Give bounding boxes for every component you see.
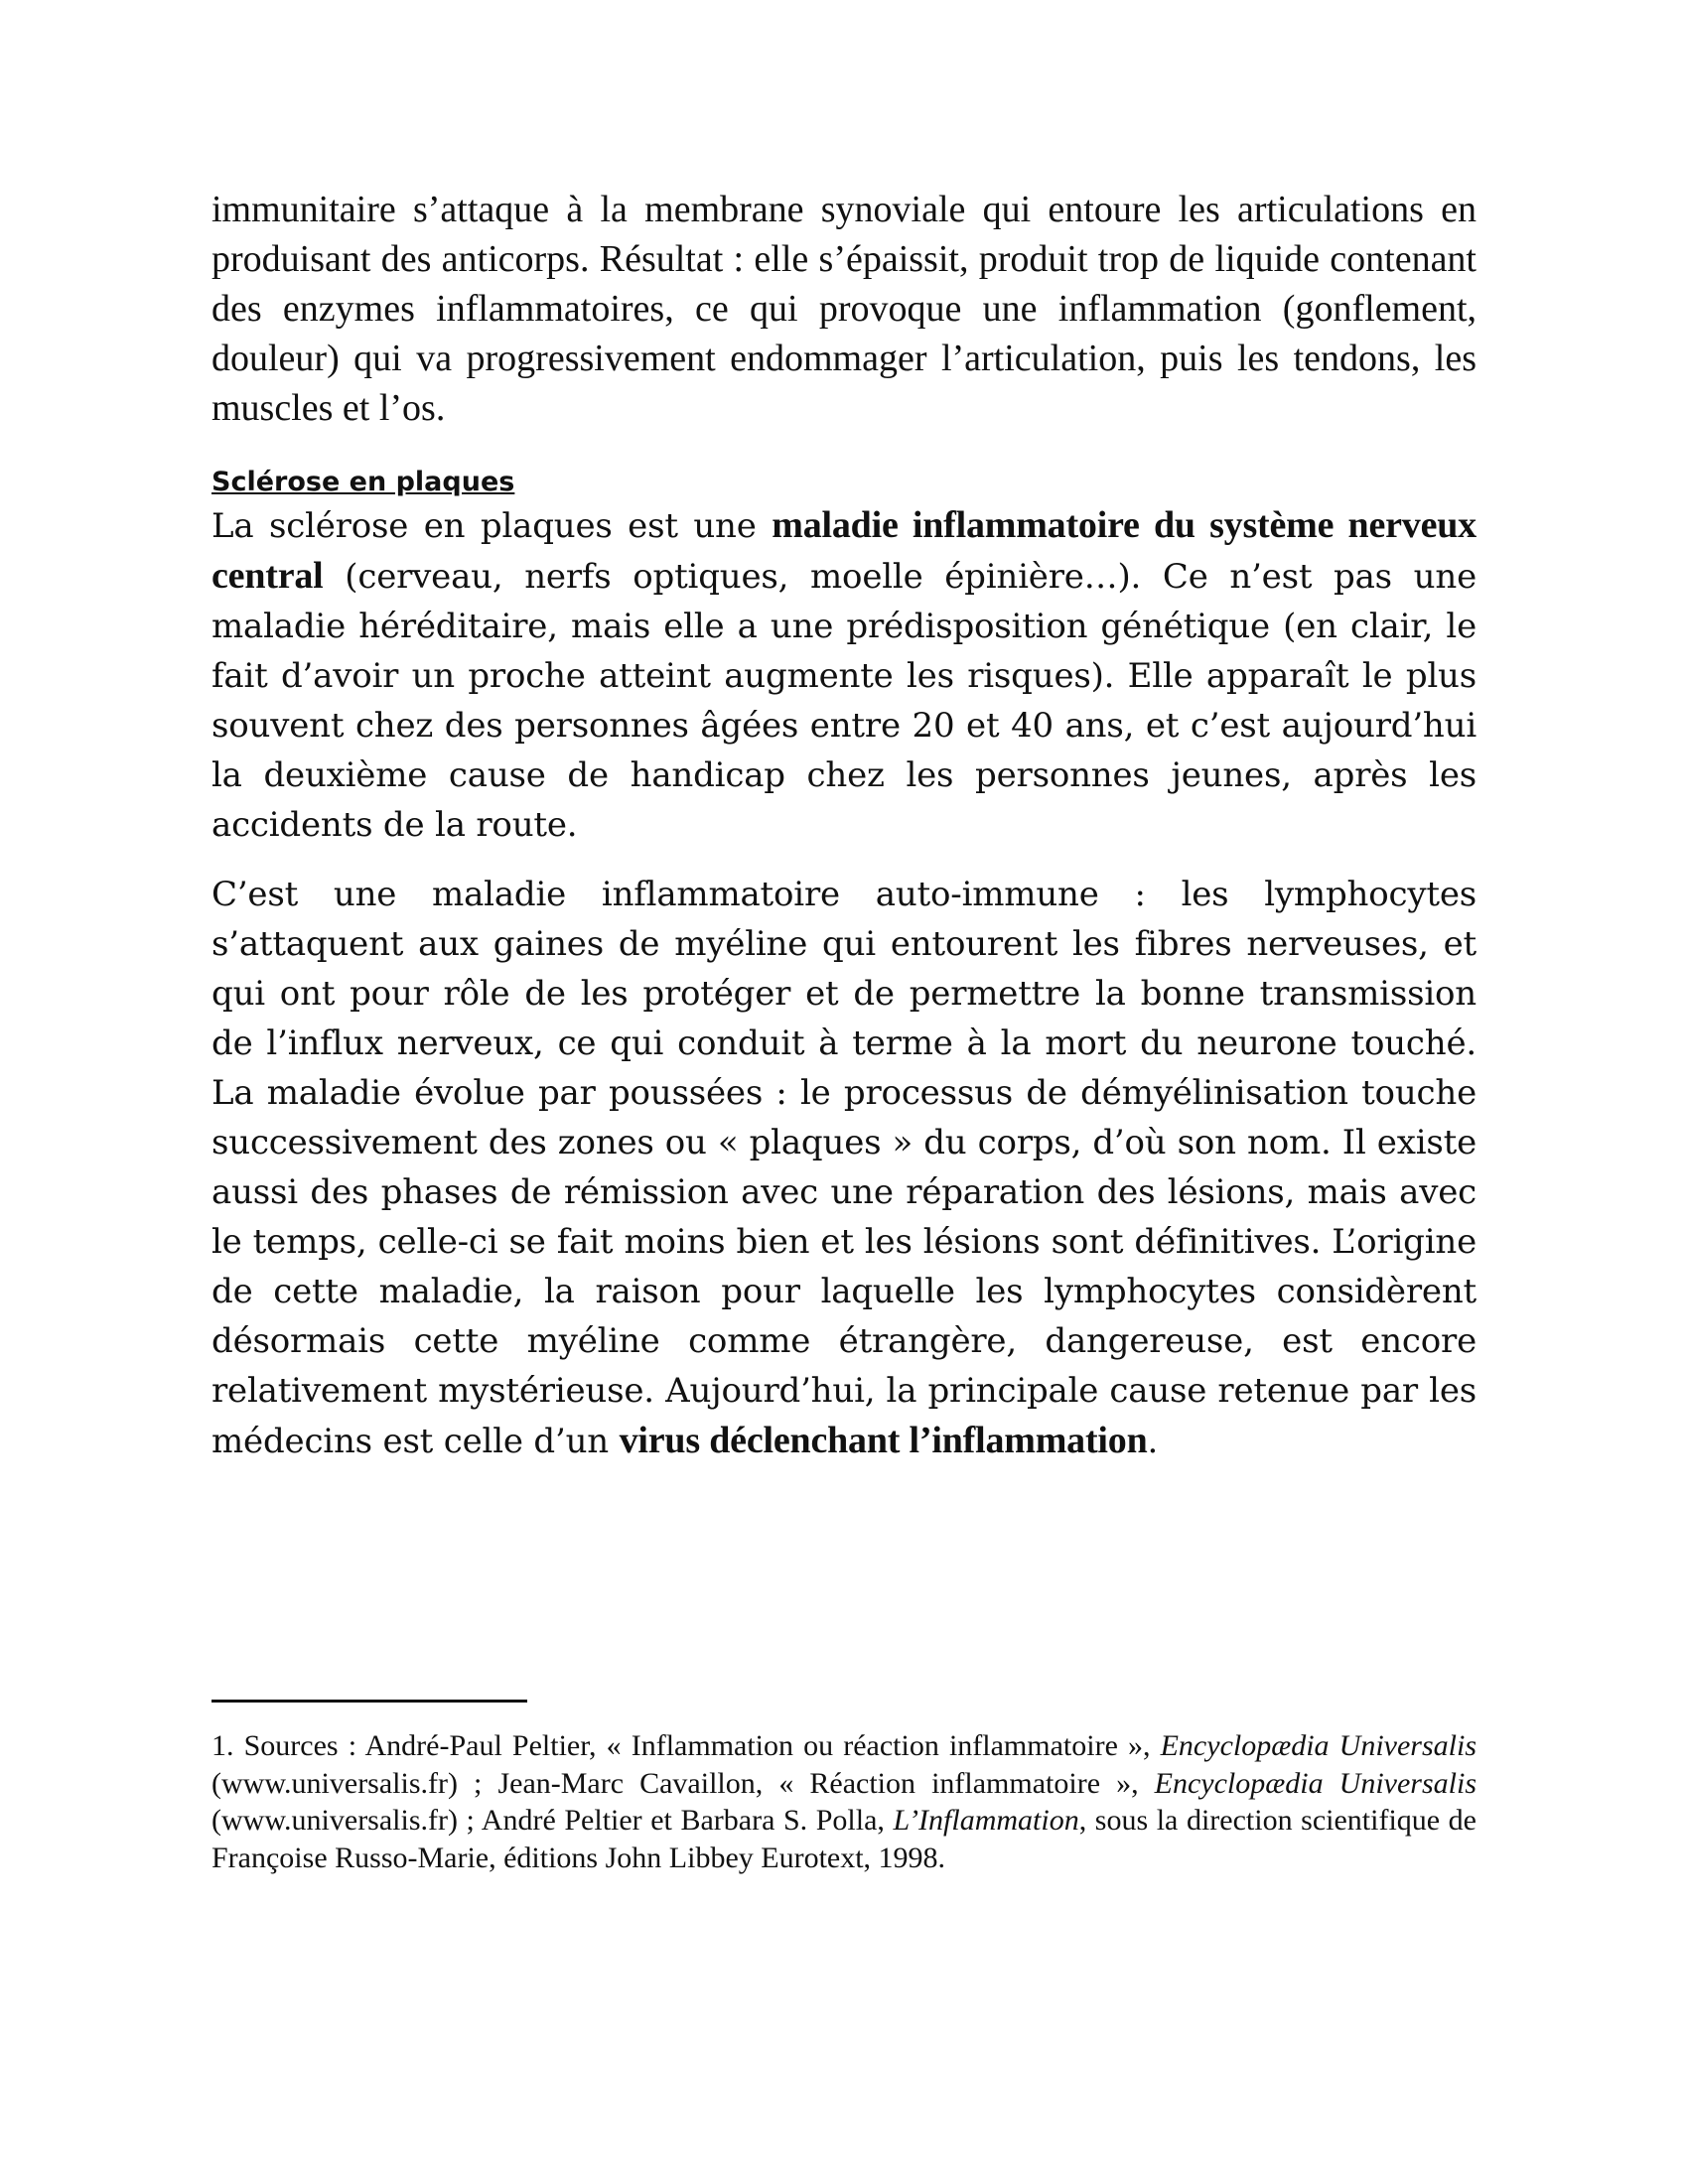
footnote-text-2: (www.universalis.fr) ; Jean-Marc Cavaillon, « Réaction inflammatoire », <box>211 1766 1155 1800</box>
document-body <box>211 185 1477 1466</box>
footnote-italic-2: Encyclopædia Universalis <box>1154 1766 1477 1800</box>
footnote-italic-3: L’Inflammation <box>893 1804 1079 1837</box>
footnote-text-3: (www.universalis.fr) ; André Peltier et Barbara S. Polla, <box>211 1804 894 1837</box>
paragraph-1-text-b: (cerveau, nerfs optiques, moelle épinière…). Ce n’est pas une maladie héréditaire, mais elle a une prédisposition génétique (en clair, le fait d’avoir un proche atteint augmente les risques). Elle apparaît le plus souvent chez des personnes âgées entre 20 et 40 ans, et c’est aujourd’hui la deuxième cause de handicap chez les personnes jeunes, après les accidents de la route. <box>211 557 1477 845</box>
intro-paragraph: immunitaire s’attaque à la membrane synoviale qui entoure les articulations en produisant des anticorps. Résultat : elle s’épaissit, produit trop de liquide contenant des enzymes inflammatoires, ce qui provoque une inflammation (gonflement, douleur) qui va progressivement endommager l’articulation, puis les tendons, les muscles et l’os. <box>211 189 1477 429</box>
section-heading: Sclérose en plaques <box>211 467 515 497</box>
footnote-text-4: , sous la direction scientifique de Françoise Russo-Marie, éditions John Libbey Eurotext, 1998. <box>211 1804 1477 1874</box>
footnote-text-1: 1. Sources : André-Paul Peltier, « Inflammation ou réaction inflammatoire », <box>211 1729 1161 1762</box>
paragraph-2-text-a: C’est une maladie inflammatoire auto-immune : les lymphocytes s’attaquent aux gaines de myéline qui entourent les fibres nerveuses, et qui ont pour rôle de les protéger et de permettre la bonne transmission de l’influx nerveux, ce qui conduit à terme à la mort du neurone touché. La maladie évolue par poussées : le processus de démyélinisation touche successivement des zones ou « plaques » du corps, d’où son nom. Il existe aussi des phases de rémission avec une réparation des lésions, mais avec le temps, celle-ci se fait moins bien et les lésions sont définitives. L’origine de cette maladie, la raison pour laquelle les lymphocytes considèrent désormais cette myéline comme étrangère, dangereuse, est encore relativement mystérieuse. Aujourd’hui, la principale cause retenue par les médecins est celle d’un <box>211 875 1477 1461</box>
footnote-separator <box>211 1700 527 1703</box>
paragraph-2-bold: virus déclenchant l’inflammation <box>619 1420 1148 1461</box>
paragraph-1 <box>211 500 1477 850</box>
paragraph-2 <box>211 870 1477 1466</box>
paragraph-2-text-b: . <box>1147 1422 1159 1461</box>
footnote-italic-1: Encyclopædia Universalis <box>1160 1729 1477 1762</box>
footnote <box>211 1727 1477 1876</box>
paragraph-1-text-a: La sclérose en plaques est une <box>211 506 773 546</box>
paragraph-1-bold: maladie inflammatoire du système nerveux central <box>211 504 1477 597</box>
